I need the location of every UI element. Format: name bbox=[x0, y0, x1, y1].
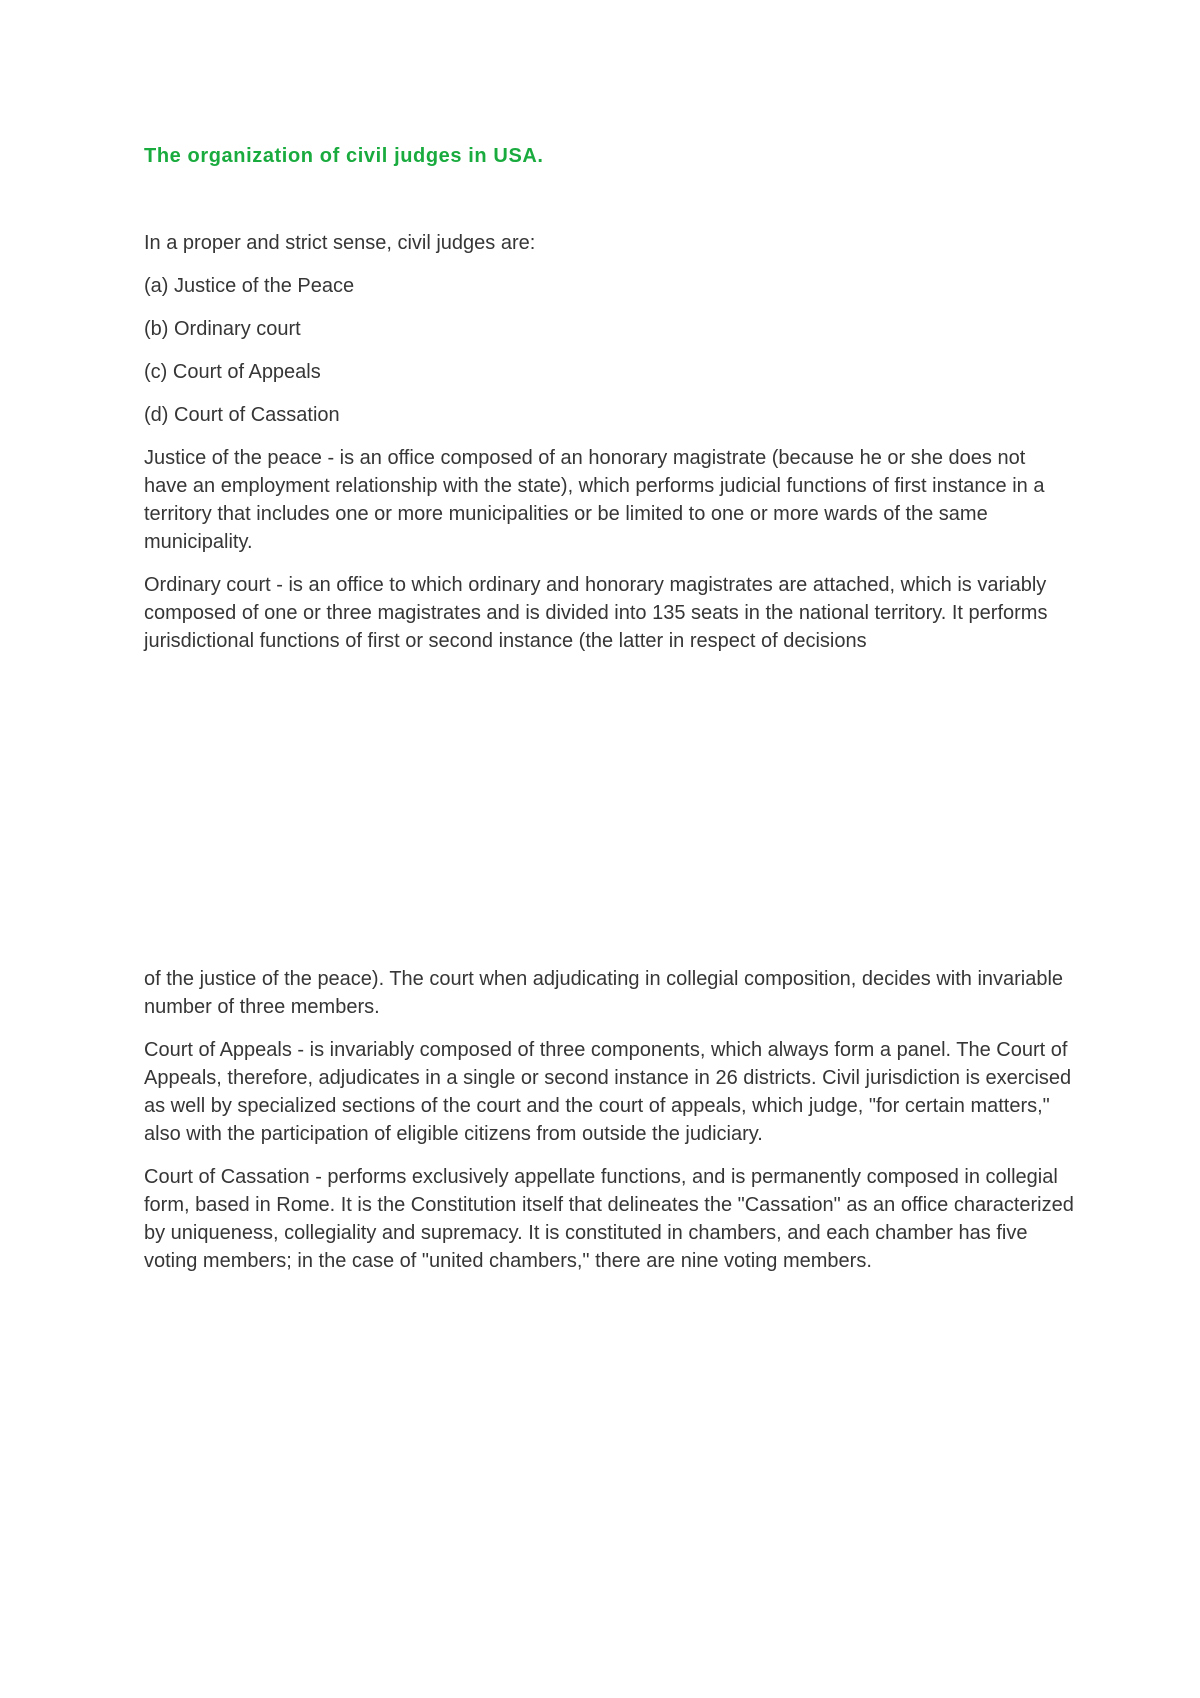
list-item-court-of-cassation: (d) Court of Cassation bbox=[144, 404, 340, 426]
paragraph-ordinary-court: Ordinary court - is an office to which ordinary and honorary magistrates are attached, which is variably composed of one or three magistrates and is divided into 135 seats in the national territory. It performs jurisdictional functions of first or second instance (the latter in respect of decisions bbox=[144, 574, 1048, 652]
list-item-ordinary-court: (b) Ordinary court bbox=[144, 318, 301, 340]
paragraph-ordinary-court-continued: of the justice of the peace). The court when adjudicating in collegial composition, decides with invariable number of three members. bbox=[144, 968, 1064, 1018]
document-body-part-2 bbox=[144, 965, 1074, 1290]
paragraph-court-of-cassation: Court of Cassation - performs exclusively appellate functions, and is permanently composed in collegial form, based in Rome. It is the Constitution itself that delineates the "Cassation" as an office characterized by uniqueness, collegiality and supremacy. It is constituted in chambers, and each chamber has five voting members; in the case of "united chambers," there are nine voting members. bbox=[144, 1166, 1074, 1272]
paragraph-court-of-appeals: Court of Appeals - is invariably composed of three components, which always form a panel. The Court of Appeals, therefore, adjudicates in a single or second instance in 26 districts. Civil jurisdiction is exercised as well by specialized sections of the court and the court of appeals, which judge, "for certain matters," also with the participation of eligible citizens from outside the judiciary. bbox=[144, 1039, 1072, 1145]
list-item-justice-of-the-peace: (a) Justice of the Peace bbox=[144, 275, 355, 297]
document-title: The organization of civil judges in USA. bbox=[144, 145, 544, 167]
intro-paragraph: In a proper and strict sense, civil judges are: bbox=[144, 232, 536, 254]
document-body-part-1 bbox=[144, 229, 1074, 670]
list-item-court-of-appeals: (c) Court of Appeals bbox=[144, 361, 321, 383]
paragraph-justice-of-the-peace: Justice of the peace - is an office composed of an honorary magistrate (because he or she does not have an employment relationship with the state), which performs judicial functions of first instance in a territory that includes one or more municipalities or be limited to one or more wards of the same municipality. bbox=[144, 447, 1045, 553]
